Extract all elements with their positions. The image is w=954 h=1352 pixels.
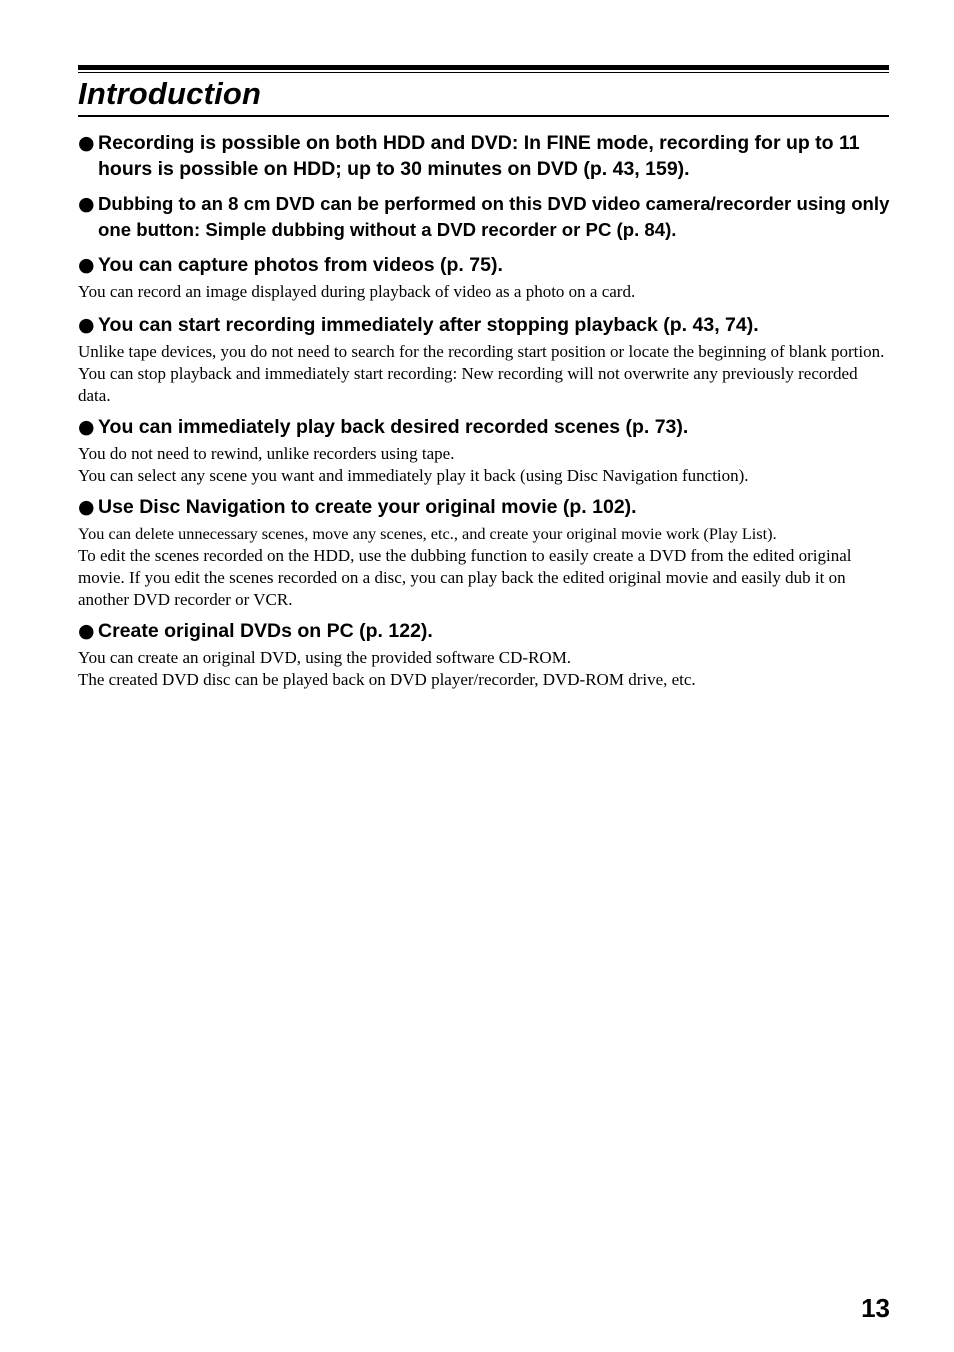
feature-heading [78,191,890,243]
body-paragraph: Unlike tape devices, you do not need to search for the recording start position or locate the beginning of blank portion. [78,342,885,361]
feature-heading-text: Dubbing to an 8 cm DVD can be performed on this DVD video camera/recorder using only one button: Simple dubbing without a DVD recorder or PC (p. 84). [98,193,890,240]
feature-heading [78,312,890,338]
feature-body [78,523,890,611]
feature-heading [78,414,890,440]
feature-section [78,494,890,611]
bullet-dot-icon: ● [78,416,95,438]
body-paragraph: You can stop playback and immediately start recording: New recording will not overwrite any previously recorded data. [78,364,858,405]
page-title: Introduction [78,76,262,111]
body-paragraph: You can delete unnecessary scenes, move any scenes, etc., and create your original movie work (Play List). [78,524,777,543]
feature-heading [78,130,890,182]
bullet-dot-icon: ● [78,314,95,336]
feature-section [78,312,890,407]
body-paragraph: You can create an original DVD, using the provided software CD-ROM. [78,648,572,667]
page-number: 13 [861,1293,890,1323]
feature-list [78,130,890,691]
feature-heading [78,618,890,644]
feature-body [78,647,890,691]
feature-section [78,130,890,182]
bullet-dot-icon: ● [78,254,95,276]
body-paragraph: You can select any scene you want and immediately play it back (using Disc Navigation function). [78,466,749,485]
body-paragraph: You can record an image displayed during playback of video as a photo on a card. [78,282,636,301]
feature-body [78,281,890,303]
feature-body [78,443,890,487]
body-paragraph: To edit the scenes recorded on the HDD, use the dubbing function to easily create a DVD from the edited original movie. If you edit the scenes recorded on a disc, you can play back the edited original movie and easily dub it on another DVD recorder or VCR. [78,546,852,609]
feature-heading-text: Recording is possible on both HDD and DVD: In FINE mode, recording for up to 11 hours is possible on HDD; up to 30 minutes on DVD (p. 43, 159). [98,132,860,180]
bullet-dot-icon: ● [78,132,95,154]
feature-heading [78,252,890,278]
feature-heading-text: You can capture photos from videos (p. 75). [98,254,503,276]
header-rule-thick [78,65,889,70]
feature-section [78,191,890,243]
feature-heading-text: You can start recording immediately after stopping playback (p. 43, 74). [98,314,759,336]
feature-heading-text: Use Disc Navigation to create your original movie (p. 102). [98,496,637,518]
feature-section [78,252,890,303]
feature-section [78,618,890,691]
title-underline [78,115,889,117]
bullet-dot-icon: ● [78,193,95,215]
feature-section [78,414,890,487]
header-rule-thin [78,72,889,73]
feature-heading-text: Create original DVDs on PC (p. 122). [98,620,433,642]
feature-heading-text: You can immediately play back desired recorded scenes (p. 73). [98,416,689,438]
feature-heading [78,494,890,520]
bullet-dot-icon: ● [78,620,95,642]
bullet-dot-icon: ● [78,496,95,518]
body-paragraph: You do not need to rewind, unlike recorders using tape. [78,444,455,463]
feature-body [78,341,890,407]
body-paragraph: The created DVD disc can be played back on DVD player/recorder, DVD-ROM drive, etc. [78,670,696,689]
